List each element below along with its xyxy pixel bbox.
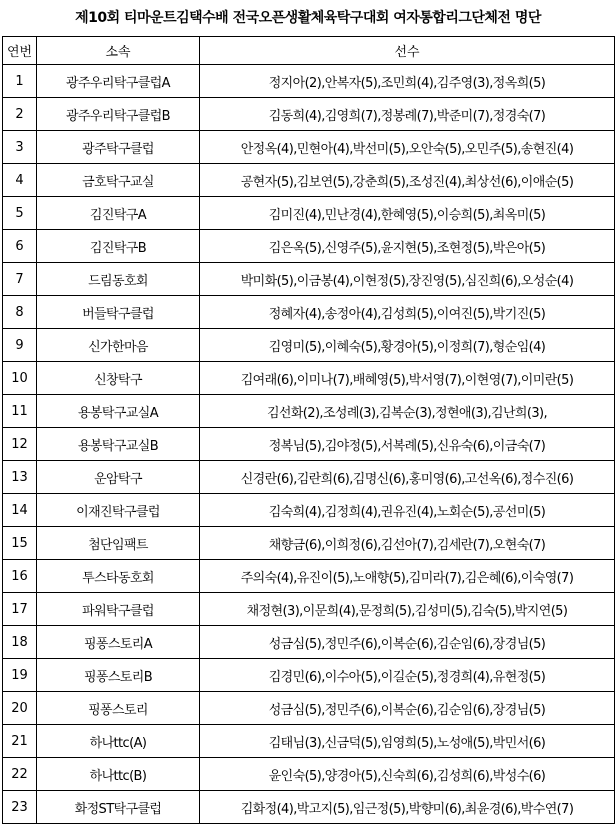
club-name: 광주우리탁구클럽B xyxy=(37,98,200,131)
row-number: 20 xyxy=(3,692,37,725)
table-row xyxy=(3,758,615,791)
row-number: 14 xyxy=(3,494,37,527)
player-list: 공현자(5),김보연(5),강춘희(5),조성진(4),최상선(6),이애순(5) xyxy=(200,164,615,197)
club-name: 파워탁구클럽 xyxy=(37,593,200,626)
club-name: 김진탁구B xyxy=(37,230,200,263)
table-row xyxy=(3,98,615,131)
player-list: 김미진(4),민난경(4),한혜영(5),이승희(5),최옥미(5) xyxy=(200,197,615,230)
row-number: 2 xyxy=(3,98,37,131)
row-number: 18 xyxy=(3,626,37,659)
player-list: 정지아(2),안복자(5),조민희(4),김주영(3),정옥희(5) xyxy=(200,65,615,98)
club-name: 핑퐁스토리 xyxy=(37,692,200,725)
row-number: 13 xyxy=(3,461,37,494)
roster-table xyxy=(2,36,615,824)
club-name: 신가한마음 xyxy=(37,329,200,362)
club-name: 이재진탁구클럽 xyxy=(37,494,200,527)
player-list: 김동희(4),김영희(7),정봉례(7),박준미(7),정경숙(7) xyxy=(200,98,615,131)
club-name: 하나ttc(A) xyxy=(37,725,200,758)
club-name: 하나ttc(B) xyxy=(37,758,200,791)
player-list: 정혜자(4),송정아(4),김성희(5),이여진(5),박기진(5) xyxy=(200,296,615,329)
table-row xyxy=(3,461,615,494)
table-row xyxy=(3,725,615,758)
table-row xyxy=(3,65,615,98)
player-list: 채정현(3),이문희(4),문정희(5),김성미(5),김숙(5),박지연(5) xyxy=(200,593,615,626)
player-list: 주의숙(4),유진이(5),노애향(5),김미라(7),김은혜(6),이숙영(7) xyxy=(200,560,615,593)
table-row xyxy=(3,791,615,824)
row-number: 17 xyxy=(3,593,37,626)
header-no: 연번 xyxy=(3,37,37,65)
club-name: 드림동호회 xyxy=(37,263,200,296)
row-number: 21 xyxy=(3,725,37,758)
player-list: 김여래(6),이미나(7),배혜영(5),박서영(7),이현영(7),이미란(5) xyxy=(200,362,615,395)
table-row xyxy=(3,428,615,461)
player-list: 김영미(5),이혜숙(5),황경아(5),이정희(7),형순임(4) xyxy=(200,329,615,362)
player-list: 박미화(5),이금봉(4),이현정(5),장진영(5),심진희(6),오성순(4) xyxy=(200,263,615,296)
row-number: 15 xyxy=(3,527,37,560)
header-row xyxy=(3,37,615,65)
row-number: 4 xyxy=(3,164,37,197)
table-row xyxy=(3,494,615,527)
table-row xyxy=(3,164,615,197)
header-club: 소속 xyxy=(37,37,200,65)
table-row xyxy=(3,329,615,362)
row-number: 23 xyxy=(3,791,37,824)
player-list: 김숙희(4),김정희(4),권유진(4),노회순(5),공선미(5) xyxy=(200,494,615,527)
player-list: 채향금(6),이희정(6),김선아(7),김세란(7),오현숙(7) xyxy=(200,527,615,560)
club-name: 핑퐁스토리B xyxy=(37,659,200,692)
club-name: 버들탁구클럽 xyxy=(37,296,200,329)
club-name: 광주우리탁구클럽A xyxy=(37,65,200,98)
club-name: 신창탁구 xyxy=(37,362,200,395)
table-row xyxy=(3,296,615,329)
player-list: 김화정(4),박고지(5),임근정(5),박향미(6),최윤경(6),박수연(7) xyxy=(200,791,615,824)
row-number: 5 xyxy=(3,197,37,230)
row-number: 8 xyxy=(3,296,37,329)
player-list: 김경민(6),이수아(5),이길순(5),정경희(4),유현정(5) xyxy=(200,659,615,692)
document-title: 제10회 티마운트김택수배 전국오픈생활체육탁구대회 여자통합리그단체전 명단 xyxy=(75,10,541,26)
player-list: 김선화(2),조성례(3),김복순(3),정현애(3),김난희(3), xyxy=(200,395,615,428)
club-name: 금호탁구교실 xyxy=(37,164,200,197)
club-name: 핑퐁스토리A xyxy=(37,626,200,659)
player-list: 정복님(5),김야정(5),서복례(5),신유숙(6),이금숙(7) xyxy=(200,428,615,461)
row-number: 3 xyxy=(3,131,37,164)
table-row xyxy=(3,362,615,395)
table-row xyxy=(3,197,615,230)
table-row xyxy=(3,593,615,626)
table-row xyxy=(3,527,615,560)
row-number: 10 xyxy=(3,362,37,395)
row-number: 7 xyxy=(3,263,37,296)
club-name: 화정ST탁구클럽 xyxy=(37,791,200,824)
row-number: 12 xyxy=(3,428,37,461)
club-name: 김진탁구A xyxy=(37,197,200,230)
player-list: 김은옥(5),신영주(5),윤지현(5),조현정(5),박은아(5) xyxy=(200,230,615,263)
table-row xyxy=(3,131,615,164)
club-name: 운암탁구 xyxy=(37,461,200,494)
table-row xyxy=(3,626,615,659)
row-number: 6 xyxy=(3,230,37,263)
player-list: 김태님(3),신금덕(5),임영희(5),노성애(5),박민서(6) xyxy=(200,725,615,758)
player-list: 안정옥(4),민현아(4),박선미(5),오안숙(5),오민주(5),송현진(4) xyxy=(200,131,615,164)
row-number: 19 xyxy=(3,659,37,692)
player-list: 성금심(5),정민주(6),이복순(6),김순임(6),장경님(5) xyxy=(200,692,615,725)
player-list: 성금심(5),정민주(6),이복순(6),김순임(6),장경님(5) xyxy=(200,626,615,659)
header-players: 선수 xyxy=(200,37,615,65)
table-row xyxy=(3,230,615,263)
row-number: 11 xyxy=(3,395,37,428)
table-row xyxy=(3,395,615,428)
row-number: 22 xyxy=(3,758,37,791)
table-row xyxy=(3,560,615,593)
table-row xyxy=(3,263,615,296)
row-number: 16 xyxy=(3,560,37,593)
table-row xyxy=(3,692,615,725)
club-name: 투스타동호회 xyxy=(37,560,200,593)
table-row xyxy=(3,659,615,692)
row-number: 1 xyxy=(3,65,37,98)
player-list: 윤인숙(5),양경아(5),신숙희(6),김성희(6),박성수(6) xyxy=(200,758,615,791)
player-list: 신경란(6),김란희(6),김명신(6),홍미영(6),고선옥(6),정수진(6) xyxy=(200,461,615,494)
club-name: 첨단임팩트 xyxy=(37,527,200,560)
club-name: 용봉탁구교실A xyxy=(37,395,200,428)
club-name: 용봉탁구교실B xyxy=(37,428,200,461)
row-number: 9 xyxy=(3,329,37,362)
club-name: 광주탁구클럽 xyxy=(37,131,200,164)
